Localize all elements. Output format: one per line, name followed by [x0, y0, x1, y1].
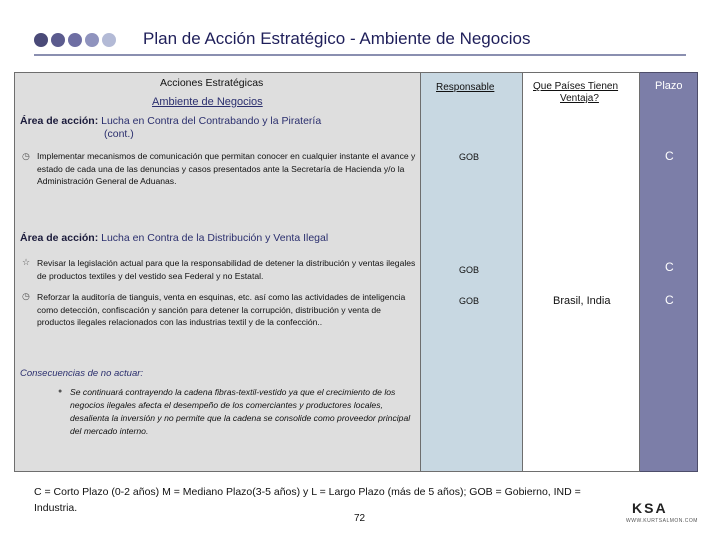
- star-bullet-icon: ☆: [22, 257, 31, 267]
- area-2-label: Área de acción:: [20, 232, 99, 244]
- header-paises-line1: Que Países Tienen: [533, 81, 619, 92]
- area-2-item-2-text: Reforzar la auditoría de tianguis, venta en esquinas, etc. así como las actividades de inteligencia como detección, confiscación y sanción para detener la corrupción, distribución y venta de productos ilegales relacionados con las industrias textil y de la confección..: [37, 292, 406, 327]
- header-acciones: Acciones Estratégicas: [160, 77, 264, 89]
- clock-bullet-icon: ◷: [22, 291, 30, 301]
- title-divider: [34, 54, 686, 56]
- dot-bullet-icon: ●: [58, 388, 63, 395]
- header-responsable: Responsable: [436, 82, 495, 93]
- area-1-heading: [20, 115, 321, 127]
- header-plazo: Plazo: [655, 80, 683, 92]
- area-2-item-1-text: Revisar la legislación actual para que la responsabilidad de detener la distribución y ventas ilegales de productos textiles y del vestido sea Federal y no Estatal.: [37, 258, 416, 281]
- slide-title: Plan de Acción Estratégico - Ambiente de Negocios: [143, 29, 531, 48]
- clock-bullet-icon: ◷: [22, 151, 30, 161]
- title-dot: [85, 33, 99, 47]
- header-ambiente: Ambiente de Negocios: [152, 96, 263, 108]
- legend-text: C = Corto Plazo (0-2 años) M = Mediano Plazo(3-5 años) y L = Largo Plazo (más de 5 años); GOB = Gobierno, IND = Industria.: [34, 486, 581, 514]
- area-2-heading: [20, 232, 328, 244]
- title-dot: [51, 33, 65, 47]
- ksa-logo: KSA: [632, 500, 668, 516]
- paises-column-panel: [523, 72, 640, 472]
- ksa-logo-tagline: WWW.KURTSALMON.COM: [626, 518, 698, 524]
- area-2-item-2-paises: Brasil, India: [553, 295, 611, 307]
- area-2-item-2-responsable: GOB: [459, 296, 480, 306]
- area-2-name: Lucha en Contra de la Distribución y Venta Ilegal: [101, 232, 329, 244]
- title-dot: [34, 33, 48, 47]
- area-1-item-1-plazo: C: [665, 149, 674, 163]
- title-dots: [34, 33, 116, 47]
- page-number: 72: [354, 513, 366, 524]
- title-dot: [68, 33, 82, 47]
- header-paises-line2: Ventaja?: [560, 93, 599, 104]
- consequences-text: Se continuará contrayendo la cadena fibras-textil-vestido ya que el crecimiento de los negocios ilegales afecta el desempeño de los comerciantes y productores locales, desalienta la inversión y no permite que la cadena se consolide como proveedor principal del mercado interno.: [70, 387, 411, 436]
- area-2-item-2-plazo: C: [665, 293, 674, 307]
- title-dot: [102, 33, 116, 47]
- area-2-item-1-plazo: C: [665, 260, 674, 274]
- area-1-label: Área de acción:: [20, 115, 99, 127]
- area-1-item-1-text: Implementar mecanismos de comunicación que permitan conocer en cualquier instante el avance y estado de cada una de las denuncias y casos presentados ante la Secretaría de Hacienda y/o la Administración General de Aduanas.: [37, 151, 416, 186]
- consequences-title: Consecuencias de no actuar:: [20, 368, 144, 379]
- area-2-item-1-responsable: GOB: [459, 265, 480, 275]
- area-1-name-cont: (cont.): [104, 128, 134, 140]
- area-1-item-1-responsable: GOB: [459, 152, 480, 162]
- area-1-name: Lucha en Contra del Contrabando y la Piratería: [101, 115, 322, 127]
